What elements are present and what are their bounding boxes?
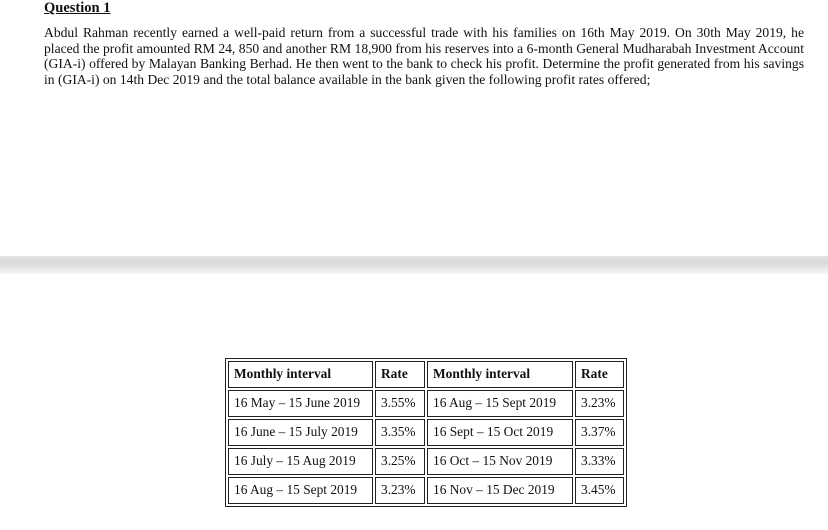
profit-rates-table — [225, 358, 627, 507]
header-monthly-interval-2: Monthly interval — [427, 361, 573, 388]
rate-cell: 3.25% — [375, 448, 425, 475]
rate-cell: 3.23% — [575, 390, 624, 417]
question-heading: Question 1 — [44, 0, 111, 16]
rate-cell: 3.55% — [375, 390, 425, 417]
interval-cell: 16 Oct – 15 Nov 2019 — [427, 448, 573, 475]
rate-cell: 3.45% — [575, 477, 624, 504]
document-page-top — [0, 0, 828, 256]
page-separator — [0, 256, 828, 274]
rate-cell: 3.23% — [375, 477, 425, 504]
table-header-row — [228, 361, 624, 388]
table-row — [228, 477, 624, 504]
header-rate: Rate — [375, 361, 425, 388]
table-row — [228, 448, 624, 475]
question-body: Abdul Rahman recently earned a well-paid return from a successful trade with his families on 16th May 2019. On 30th May 2019, he placed the profit amounted RM 24, 850 and another RM 18,900 from his reserves into a 6-month General Mudharabah Investment Account (GIA-i) offered by Malayan Banking Berhad. He then went to the bank to check his profit. Determine the profit generated from his savings in (GIA-i) on 14th Dec 2019 and the total balance available in the bank given the following profit rates offered; — [44, 25, 804, 87]
interval-cell: 16 May – 15 June 2019 — [228, 390, 373, 417]
rate-cell: 3.37% — [575, 419, 624, 446]
rate-cell: 3.35% — [375, 419, 425, 446]
rate-cell: 3.33% — [575, 448, 624, 475]
header-rate-2: Rate — [575, 361, 624, 388]
table-row — [228, 390, 624, 417]
interval-cell: 16 Aug – 15 Sept 2019 — [228, 477, 373, 504]
interval-cell: 16 June – 15 July 2019 — [228, 419, 373, 446]
table-row — [228, 419, 624, 446]
interval-cell: 16 Aug – 15 Sept 2019 — [427, 390, 573, 417]
interval-cell: 16 Sept – 15 Oct 2019 — [427, 419, 573, 446]
interval-cell: 16 July – 15 Aug 2019 — [228, 448, 373, 475]
header-monthly-interval: Monthly interval — [228, 361, 373, 388]
interval-cell: 16 Nov – 15 Dec 2019 — [427, 477, 573, 504]
